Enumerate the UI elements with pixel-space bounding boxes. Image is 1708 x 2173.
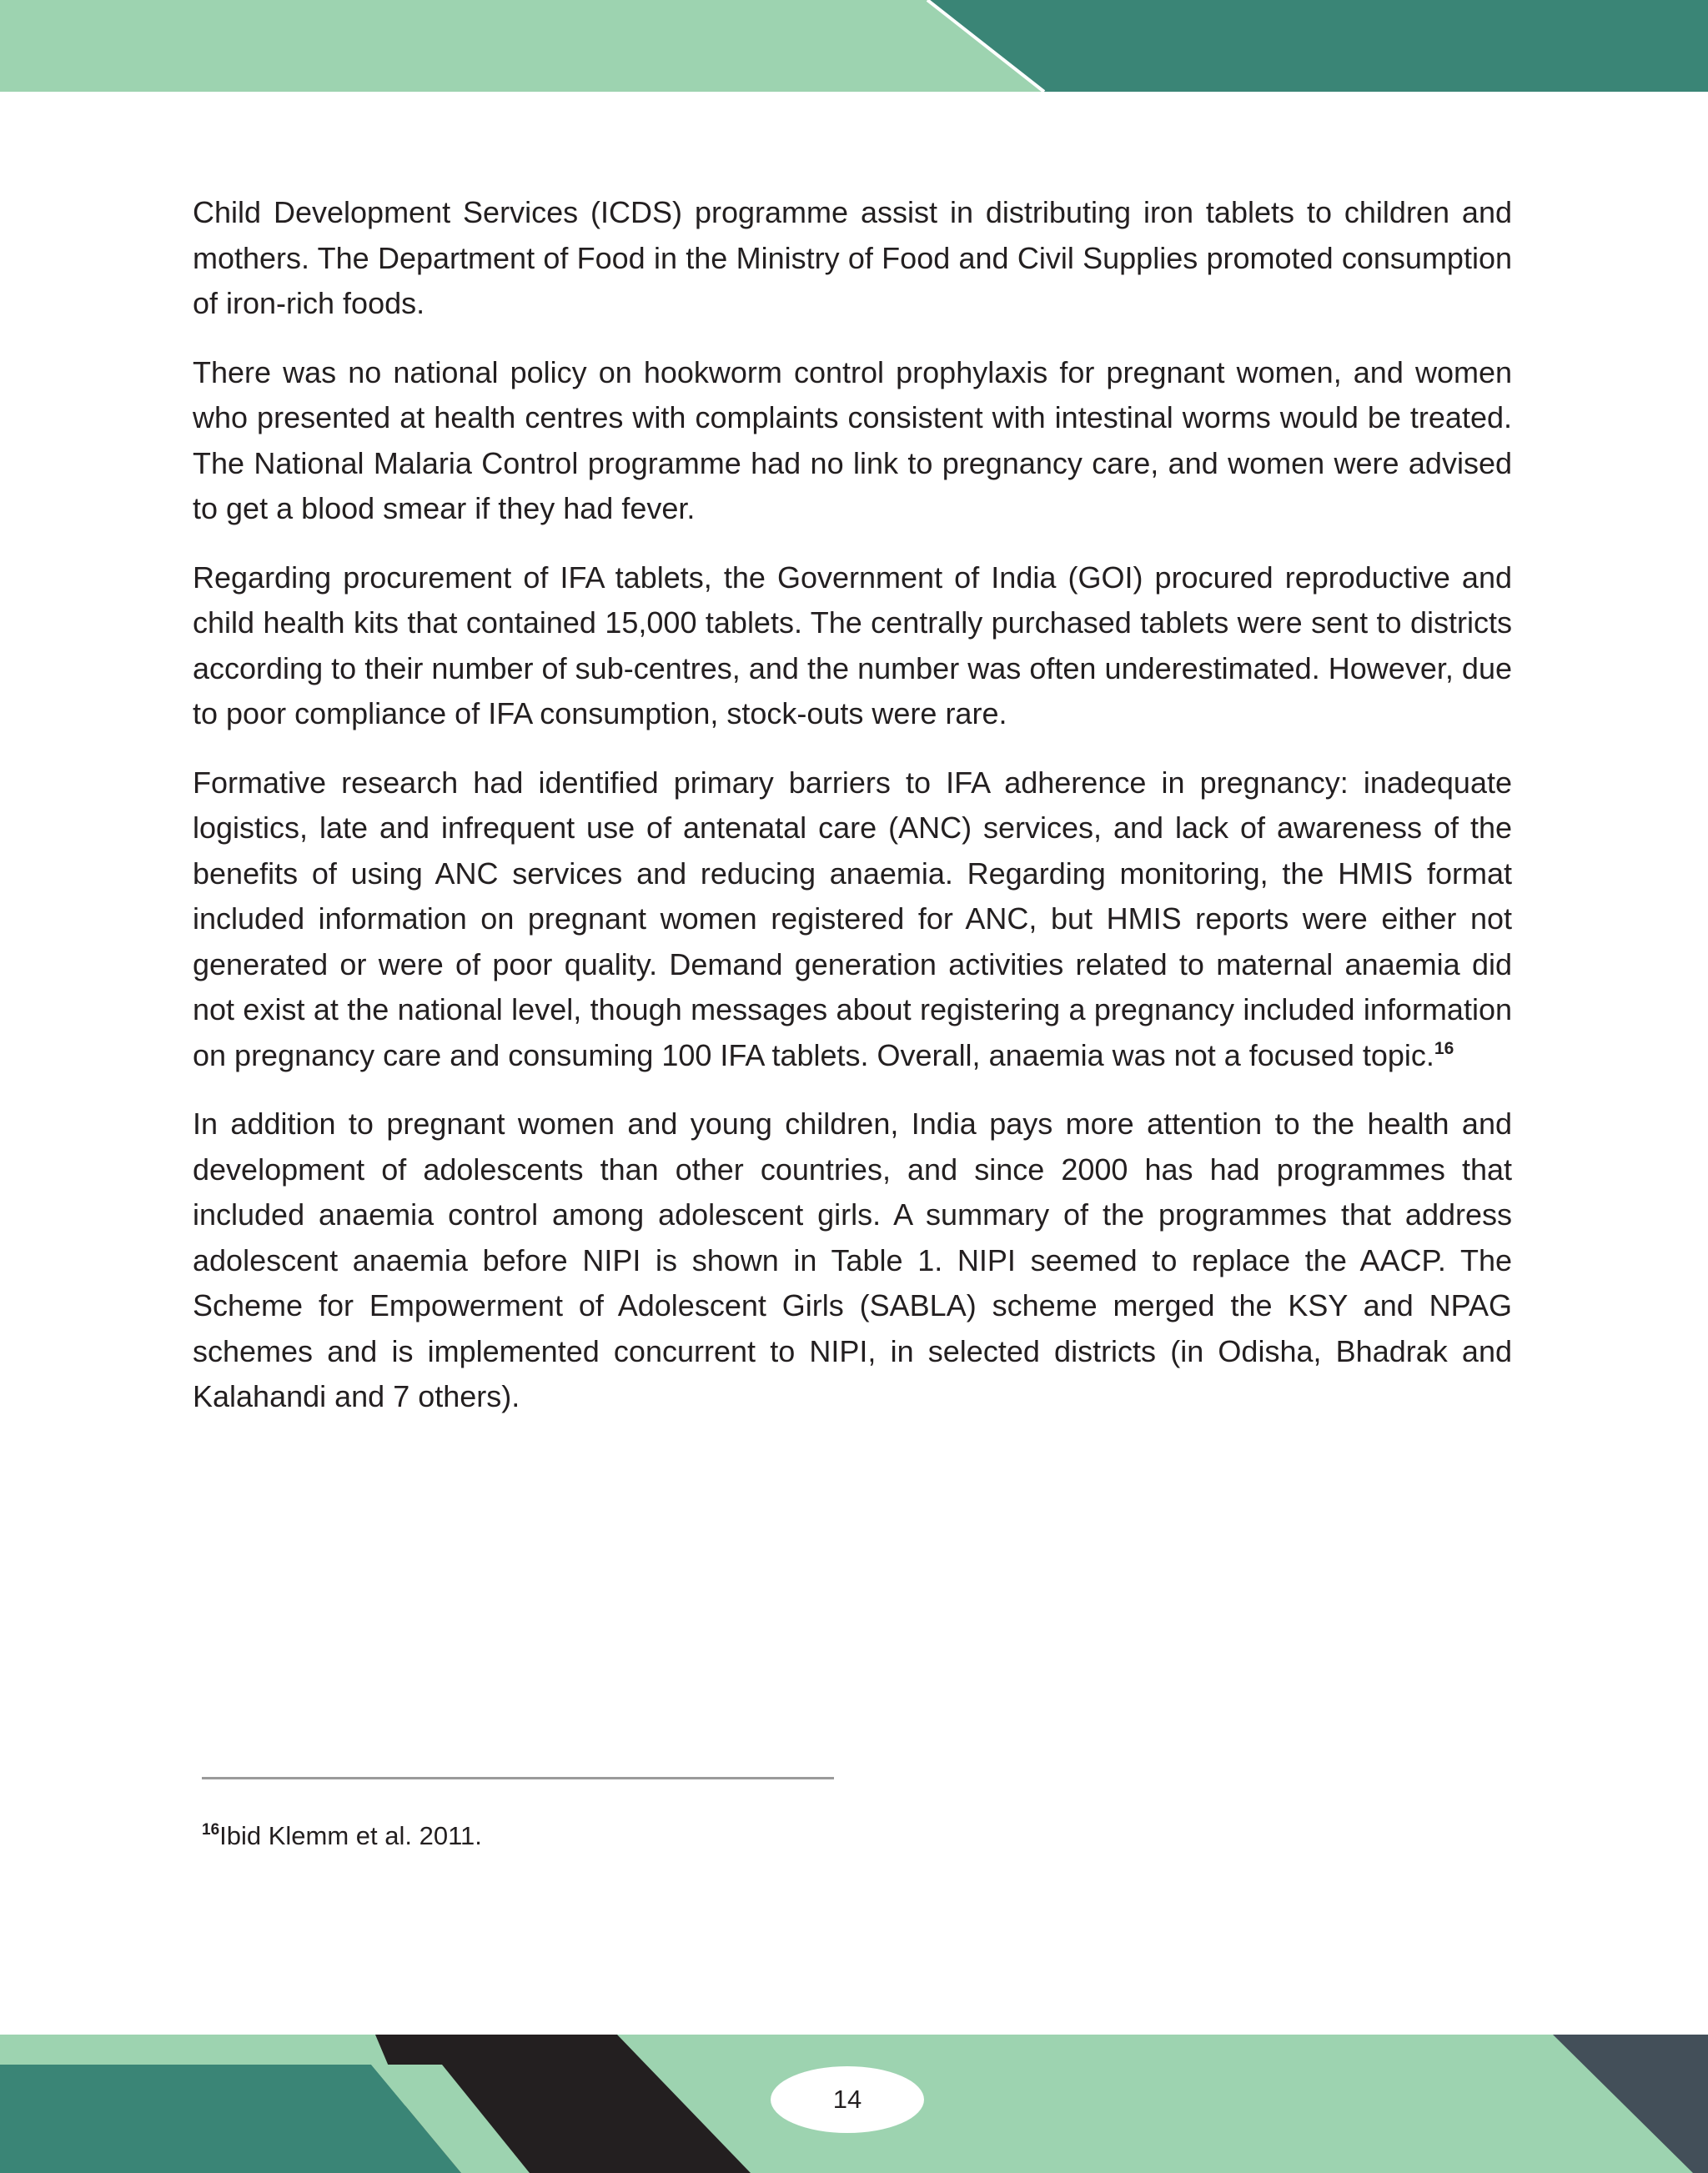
paragraph-1: Child Development Services (ICDS) programme assist in distributing iron tablets to children and mothers. The Department of Food in the Ministry of Food and Civil Supplies promoted consumption of iron-rich foods. <box>193 195 1512 320</box>
footnote-separator <box>202 1777 834 1779</box>
page-number: 14 <box>771 2066 924 2133</box>
paragraph-4: Formative research had identified primary barriers to IFA adherence in pregnancy: inadequate logistics, late and infrequent use of antenatal care (ANC) services, and lack of awareness of the benefits of using ANC services and reducing anaemia. Regarding monitoring, the HMIS format included information on pregnant women registered for ANC, but HMIS reports were either not generated or were of poor quality. Demand generation activities related to maternal anaemia did not exist at the national level, though messages about registering a pregnancy included information on pregnancy care and consuming 100 IFA tablets. Overall, anaemia was not a focused topic.$^{16}$ <box>193 765 1512 1072</box>
footnote-reference[interactable]: 16 <box>1434 1038 1454 1058</box>
footnote <box>202 1818 482 1854</box>
header-teal-wedge <box>927 0 1708 92</box>
body-text <box>193 190 1512 1443</box>
paragraph-2: There was no national policy on hookworm control prophylaxis for pregnant women, and women who presented at health centres with complaints consistent with intestinal worms would be treated. The National Malaria Control programme had no link to pregnancy care, and women were advised to get a blood smear if they had fever. <box>193 354 1512 525</box>
footnote-number: 16 <box>202 1821 220 1839</box>
footnote-text: Ibid Klemm et al. 2011. <box>219 1821 482 1850</box>
paragraph-3: Regarding procurement of IFA tablets, the Government of India (GOI) procured reproductive and child health kits that contained 15,000 tablets. The centrally purchased tablets were sent to districts according to their number of sub-centres, and the number was often underestimated. However, due to poor compliance of IFA consumption, stock-outs were rare. <box>193 560 1512 730</box>
paragraph-5: In addition to pregnant women and young children, India pays more attention to the health and development of adolescents than other countries, and since 2000 has had programmes that included anaemia control among adolescent girls. A summary of the programmes that address adolescent anaemia before NIPI is shown in Table 1. NIPI seemed to replace the AACP. The Scheme for Empowerment of Adolescent Girls (SABLA) scheme merged the KSY and NPAG schemes and is implemented concurrent to NIPI, in selected districts (in Odisha, Bhadrak and Kalahandi and 7 others). <box>193 1107 1512 1413</box>
header-decoration <box>0 0 1708 93</box>
